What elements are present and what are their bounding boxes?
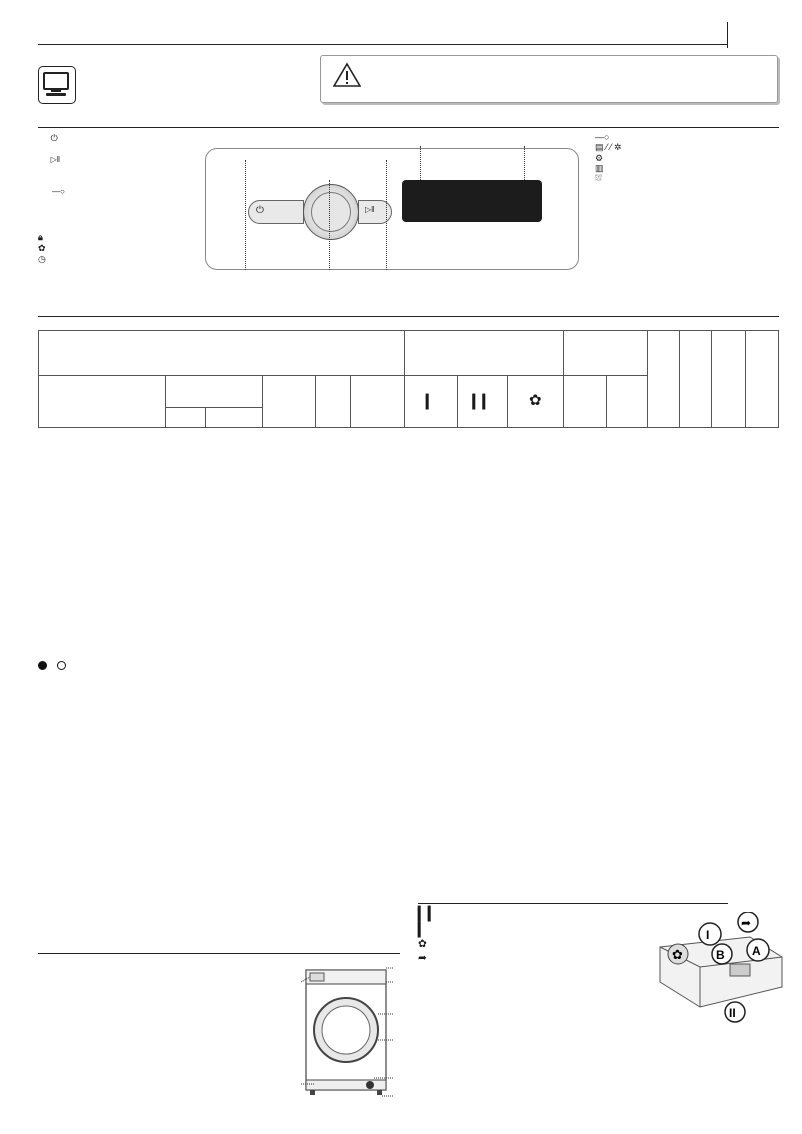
legend-right: —○ ▤ ⁄ ⁄ ✲ ⚙ ▥ ⛆	[595, 132, 622, 183]
header-gamme	[206, 408, 262, 427]
programme-table	[38, 330, 779, 428]
header-duree	[350, 376, 404, 428]
panneau-item	[38, 208, 65, 219]
description-rule	[38, 953, 400, 954]
panneau-item: ▷‖	[50, 155, 61, 165]
display-screen	[402, 180, 542, 222]
leader-line	[420, 146, 421, 180]
notes-right	[418, 684, 788, 696]
header-programme	[39, 376, 166, 428]
svg-text:II: II	[729, 1006, 736, 1020]
panneau-item	[38, 197, 65, 208]
table-legend	[38, 661, 69, 670]
svg-text:B: B	[716, 948, 725, 962]
warning-icon	[333, 62, 361, 88]
header-divider	[727, 22, 728, 48]
svg-text:➦: ➦	[741, 916, 752, 930]
svg-text:I: I	[706, 928, 710, 942]
panneau-list	[38, 133, 65, 264]
header-lessives	[404, 331, 563, 376]
power-icon: ⏻	[256, 205, 264, 216]
header-lessive-rec	[563, 331, 647, 376]
warning-box	[320, 55, 778, 103]
panneau-item: —○	[52, 187, 65, 197]
dot-icon	[38, 661, 47, 670]
indicateur-depart-differe: ◷	[38, 253, 46, 264]
indicateur-freshcare: ✿	[38, 242, 46, 253]
indicateurs-title	[38, 222, 65, 233]
header-poudre	[563, 376, 606, 428]
program-dial-knob	[311, 192, 351, 232]
panneau-rule	[38, 127, 779, 128]
leader-line	[386, 160, 387, 270]
start-pause-icon: ▷‖	[365, 205, 375, 214]
header-temperatures	[166, 376, 262, 408]
principal-icon: ▎▎	[472, 393, 493, 409]
adoucissant-icon: ✿	[529, 392, 542, 410]
distributeur-text: ▎▎ ▎ ✿ ➦	[418, 906, 438, 964]
leader-line	[524, 146, 525, 180]
header-liquide	[606, 376, 647, 428]
computer-icon	[38, 66, 76, 104]
header-reglage	[166, 408, 206, 427]
leader-line	[329, 180, 330, 270]
panneau-item	[38, 144, 65, 155]
dispenser-illustration	[650, 912, 788, 1030]
ring-icon	[57, 661, 66, 670]
panneau-item	[38, 176, 65, 187]
svg-text:✿: ✿	[672, 948, 683, 963]
prelavage-icon: ▎	[426, 393, 436, 409]
notes-left	[38, 684, 390, 688]
leader-line	[245, 160, 246, 270]
panneau-item	[38, 165, 65, 176]
header-rule	[38, 44, 728, 45]
panneau-item: ⏻	[50, 133, 58, 143]
svg-text:A: A	[752, 944, 761, 958]
washer-illustration	[296, 960, 406, 1104]
tableau-rule	[38, 316, 779, 317]
distributeur-rule	[418, 903, 728, 904]
header-vitesse	[262, 376, 316, 428]
indicateur-porte: 🔒︎	[38, 232, 43, 243]
